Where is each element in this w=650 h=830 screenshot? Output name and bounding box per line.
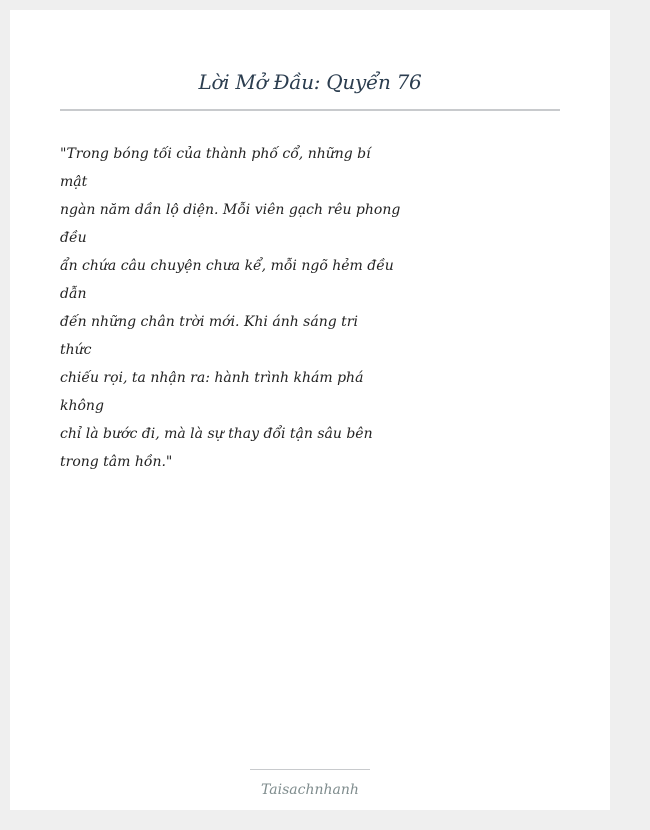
text-line: đến những chân trời mới. Khi ánh sáng tri <box>60 314 358 330</box>
text-line: không <box>60 398 104 414</box>
text-line: dẫn <box>60 286 87 302</box>
text-line: ẩn chứa câu chuyện chưa kể, mỗi ngõ hẻm đều <box>60 258 394 274</box>
page-title: Lời Mở Đầu: Quyển 76 <box>198 70 422 94</box>
body-text <box>60 140 401 476</box>
document-page <box>10 10 610 810</box>
title-divider <box>60 109 560 111</box>
text-line: đều <box>60 230 87 246</box>
text-line: thức <box>60 342 92 358</box>
text-line: chiếu rọi, ta nhận ra: hành trình khám phá <box>60 370 364 386</box>
footer-text: Taisachnhanh <box>261 782 359 798</box>
footer-divider <box>250 769 370 770</box>
text-line: ngàn năm dần lộ diện. Mỗi viên gạch rêu phong <box>60 202 401 218</box>
text-line: trong tâm hồn." <box>60 454 173 470</box>
text-line: mật <box>60 174 88 190</box>
text-line: "Trong bóng tối của thành phố cổ, những bí <box>60 146 371 162</box>
text-line: chỉ là bước đi, mà là sự thay đổi tận sâu bên <box>60 426 373 442</box>
